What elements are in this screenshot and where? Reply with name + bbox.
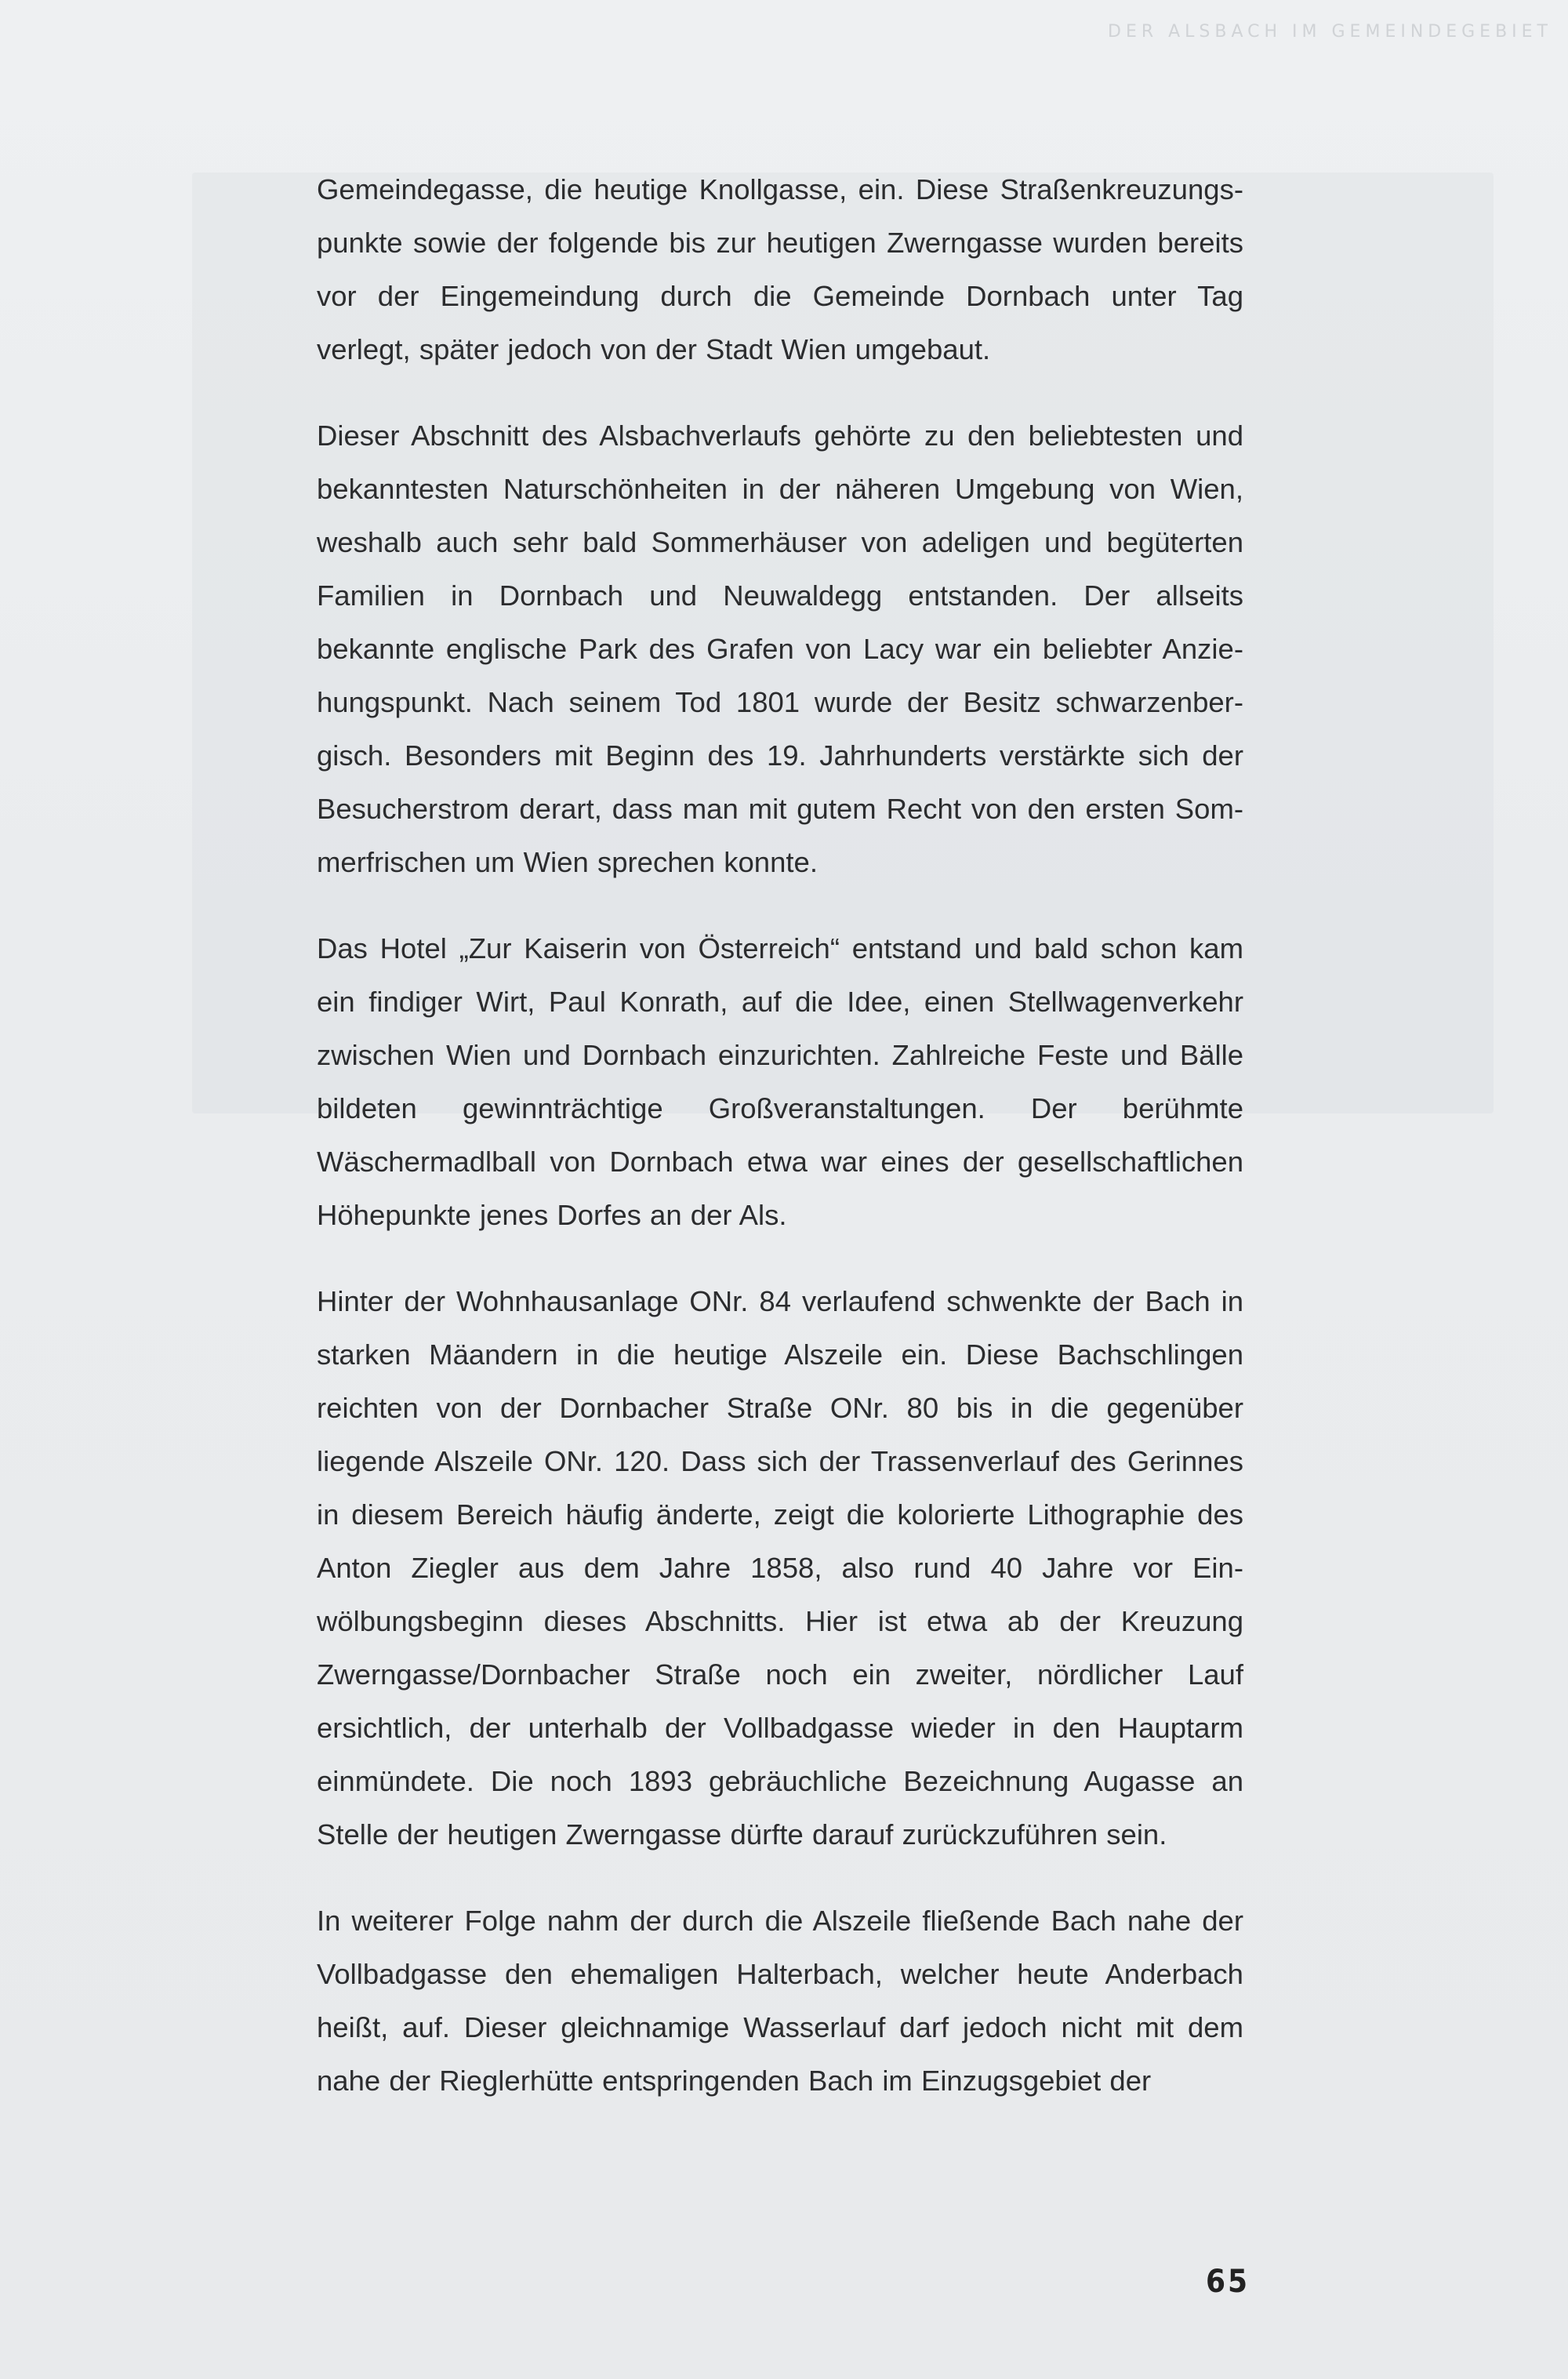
paragraph-5: In weiterer Folge nahm der durch die Alszeile fließende Bach nahe der Vollbadgasse den ehemaligen Halterbach, welcher heute Anderbach heißt, auf. Dieser gleichnamige Wasserlauf darf jedoch nicht mit dem nahe der Rieglerhütte entspringenden Bach im Einzugsgebiet der [317,1905,1243,2097]
body-text [317,163,1243,2141]
running-head: DER ALSBACH IM GEMEINDEGEBIET [1108,22,1552,42]
paragraph-1: Gemeindegasse, die heutige Knollgasse, ein. Diese Straßenkreuzungspunkte sowie der folgende bis zur heutigen Zwerngasse wurden bereits vor der Eingemeindung durch die Gemeinde Dornbach unter Tag verlegt, später jedoch von der Stadt Wien umgebaut. [317,173,1243,365]
paragraph-4: Hinter der Wohnhausanlage ONr. 84 verlaufend schwenkte der Bach in starken Mäandern in die heutige Alszeile ein. Diese Bachschlingen reichten von der Dornbacher Straße ONr. 80 bis in die gegenüber liegende Alszeile ONr. 120. Dass sich der Trassenverlauf des Gerinnes in diesem Bereich häufig änderte, zeigt die kolorierte Lithographie des Anton Ziegler aus dem Jahre 1858, also rund 40 Jahre vor Einwölbungsbeginn dieses Abschnitts. Hier ist etwa ab der Kreuzung Zwerngasse/Dornbacher Straße noch ein zweiter, nördlicher Lauf ersichtlich, der unterhalb der Vollbadgasse wieder in den Hauptarm einmündete. Die noch 1893 gebräuchliche Bezeichnung Augasse an Stelle der heutigen Zwerngasse dürfte darauf zurückzuführen sein. [317,1285,1243,1851]
paragraph-3: Das Hotel „Zur Kaiserin von Österreich“ entstand und bald schon kam ein findiger Wirt, Paul Konrath, auf die Idee, einen Stellwagenverkehr zwischen Wien und Dornbach einzurichten. Zahlreiche Feste und Bälle bildeten gewinnträchtige Großveranstaltungen. Der berühmte Wäschermadlball von Dornbach etwa war eines der gesellschaftlichen Höhepunkte jenes Dorfes an der Als. [317,932,1243,1231]
page-number: 65 [1206,2264,1250,2300]
paragraph-2: Dieser Abschnitt des Alsbachverlaufs gehörte zu den beliebtesten und bekanntesten Naturschönheiten in der näheren Umgebung von Wien, weshalb auch sehr bald Sommerhäuser von adeligen und begüterten Familien in Dornbach und Neuwaldegg entstanden. Der allseits bekannte englische Park des Grafen von Lacy war ein beliebter Anziehungspunkt. Nach seinem Tod 1801 wurde der Besitz schwarzenbergisch. Besonders mit Beginn des 19. Jahrhunderts verstärkte sich der Besucherstrom derart, dass man mit gutem Recht von den ersten Sommerfrischen um Wien sprechen konnte. [317,420,1243,878]
